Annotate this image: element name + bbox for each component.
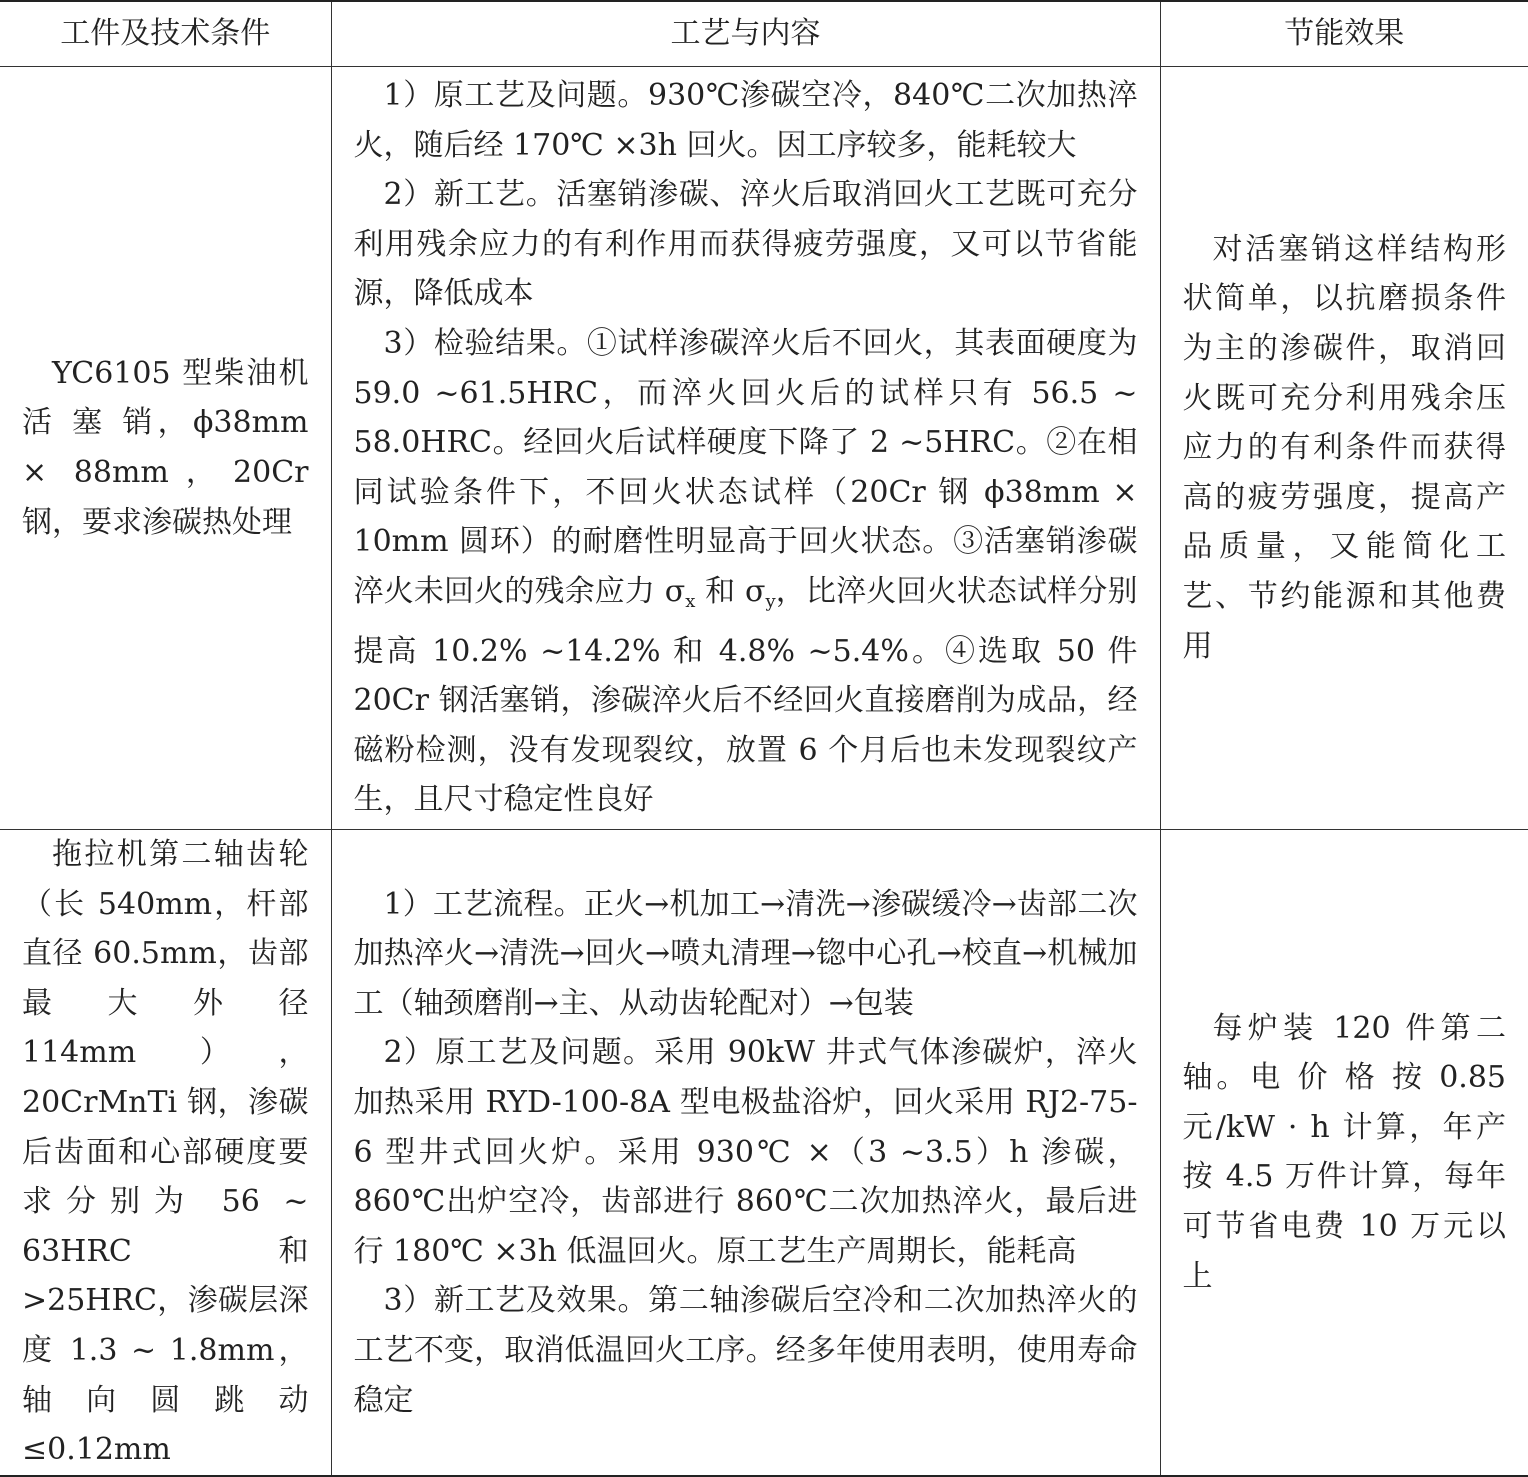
cell-workpiece [0,830,331,1476]
process-step-3-text-b: 和 σ [695,573,766,609]
workpiece-text: 拖拉机第二轴齿轮（长 540mm，杆部直径 60.5mm，齿部最大外径 114mm），20CrMnTi 钢，渗碳后齿面和心部硬度要求分别为 56 ~ 63HRC 和 >25HRC，渗碳层深度 1.3 ~ 1.8mm，轴向圆跳动 ≤0.12mm [22,837,309,1468]
subscript-y: y [765,590,776,612]
process-step-3-text-c: ，比淬火回火状态试样分别提高 10.2% ~14.2% 和 4.8% ~5.4%。④选取 50 件 20Cr 钢活塞销，渗碳淬火后不经回火直接磨削为成品，经磁粉检测，没有发现裂纹，放置 6 个月后也未发现裂纹产生，且尺寸稳定性良好 [353,573,1138,818]
cell-effect [1160,67,1528,830]
workpiece-text: YC6105 型柴油机活 塞 销，ϕ38mm × 88mm，20Cr 钢，要求渗碳热处理 [22,355,309,540]
table-row [0,67,1528,830]
effect-text: 对活塞销这样结构形状简单，以抗磨损条件为主的渗碳件，取消回火既可充分利用残余压应力的有利条件而获得高的疲劳强度，提高产品质量，又能简化工艺、节约能源和其他费用 [1182,231,1506,664]
process-step-3-text-a: 3）检验结果。①试样渗碳淬火后不回火，其表面硬度为 59.0 ~61.5HRC，而淬火回火后的试样只有 56.5 ~ 58.0HRC。经回火后试样硬度下降了 2 ~5HRC。②在相同试验条件下，不回火状态试样（20Cr 钢 ϕ38mm × 10mm 圆环）的耐磨性明显高于回火状态。③活塞销渗碳淬火未回火的残余应力 σ [353,326,1138,609]
cell-workpiece [0,67,331,830]
process-step-1: 1）原工艺及问题。930℃渗碳空冷，840℃二次加热淬火，随后经 170℃ ×3h 回火。因工序较多，能耗较大 [353,78,1138,163]
header-workpiece: 工件及技术条件 [0,1,331,67]
subscript-x: x [685,590,696,612]
process-step-2: 2）原工艺及问题。采用 90kW 井式气体渗碳炉，淬火加热采用 RYD-100-8A 型电极盐浴炉，回火采用 RJ2-75-6 型井式回火炉。采用 930℃ ×（3 ~3.5）h 渗碳，860℃出炉空冷，齿部进行 860℃二次加热淬火，最后进行 180℃ ×3h 低温回火。原工艺生产周期长，能耗高 [353,1035,1138,1269]
process-step-1: 1）工艺流程。正火→机加工→清洗→渗碳缓冷→齿部二次加热淬火→清洗→回火→喷丸清理→锪中心孔→校直→机械加工（轴颈磨削→主、从动齿轮配对）→包装 [353,886,1138,1021]
header-effect: 节能效果 [1160,1,1528,67]
cell-process [331,830,1160,1476]
cell-effect [1160,830,1528,1476]
cell-process [331,67,1160,830]
effect-text: 每炉装 120 件第二轴。电 价 格 按 0.85 元/kW · h 计算，年产按 4.5 万件计算，每年可节省电费 10 万元以上 [1182,1010,1506,1294]
process-step-3: 3）新工艺及效果。第二轴渗碳后空冷和二次加热淬火的工艺不变，取消低温回火工序。经多年使用表明，使用寿命稳定 [353,1283,1138,1418]
process-step-3 [354,319,1138,825]
table-header-row [0,1,1528,67]
process-step-2: 2）新工艺。活塞销渗碳、淬火后取消回火工艺既可充分利用残余应力的有利作用而获得疲劳强度，又可以节省能源，降低成本 [353,177,1138,312]
table-row [0,830,1528,1476]
header-process: 工艺与内容 [331,1,1160,67]
